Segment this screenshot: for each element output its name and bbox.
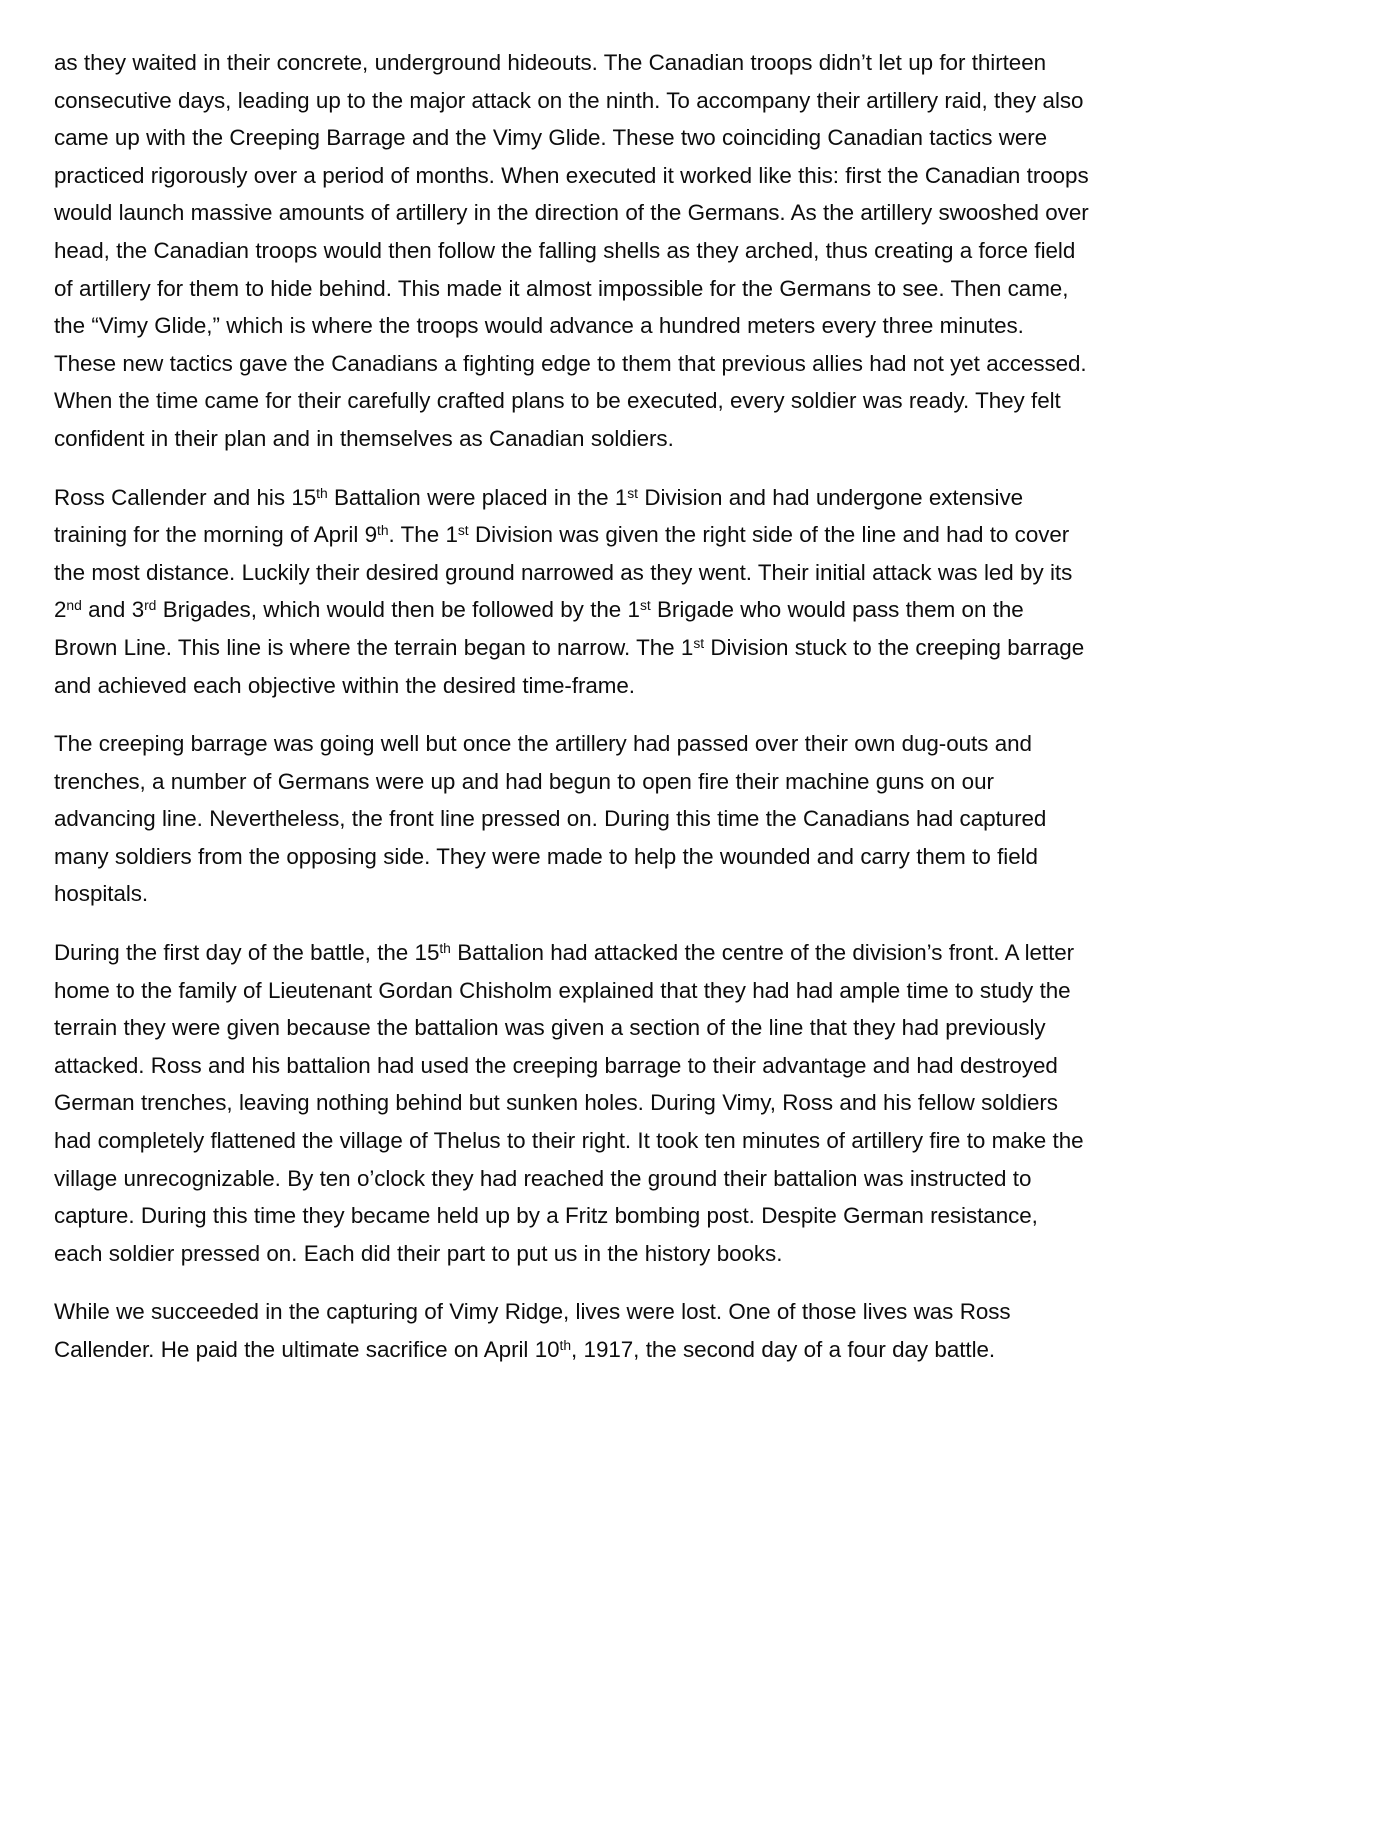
ordinal-suffix: nd bbox=[66, 597, 82, 614]
text-run: , 1917, the second day of a four day battle. bbox=[571, 1337, 996, 1362]
text-run: Brigades, which would then be followed by the 1 bbox=[156, 597, 640, 623]
ordinal-suffix: th bbox=[439, 939, 451, 956]
ordinal-suffix: st bbox=[457, 521, 469, 538]
paragraph-2 bbox=[54, 479, 1090, 705]
text-run: and 3 bbox=[81, 597, 145, 623]
paragraph-1 bbox=[54, 44, 1090, 458]
text-run: Division was given the right side of the line and had to cover the most distance. Luckily their desired ground narrowed as they went. Their initial attack was led by its 2 bbox=[54, 522, 1073, 623]
ordinal-suffix: th bbox=[559, 1336, 571, 1353]
text-run: Division stuck to the creeping barrage and achieved each objective within the desired time-frame. bbox=[54, 634, 1085, 698]
text-run: Brigade who would pass them on the Brown Line. This line is where the terrain began to narrow. The 1 bbox=[54, 597, 1024, 660]
text-run: Battalion had attacked the centre of the division’s front. A letter home to the family of Lieutenant Gordan Chisholm explained that they had had ample time to study the terrain they were given because the battalion was given a section of the line that they had previously attacked. Ross and his battalion had used the creeping barrage to their advantage and had destroyed German trenches, leaving nothing behind but sunken holes. During Vimy, Ross and his fellow soldiers had completely flattened the village of Thelus to their right. It took ten minutes of artillery fire to make the village unrecognizable. By ten o’clock they had reached the ground their battalion was instructed to capture. During this time they became held up by a Fritz bombing post. Despite German resistance, each soldier pressed on. Each did their part to put us in the history books. bbox=[54, 940, 1084, 1266]
text-run: Battalion were placed in the 1 bbox=[327, 484, 628, 510]
text-run: Division and had undergone extensive training for the morning of April 9 bbox=[54, 484, 1024, 548]
text-run: . The 1 bbox=[388, 522, 458, 548]
text-run: During the first day of the battle, the 15 bbox=[54, 940, 440, 966]
ordinal-suffix: rd bbox=[144, 597, 157, 614]
paragraph-4 bbox=[54, 934, 1090, 1272]
text-run: as they waited in their concrete, underground hideouts. The Canadian troops didn’t let up for thirteen consecutive days, leading up to the major attack on the ninth. To accompany their artillery raid, they also came up with the Creeping Barrage and the Vimy Glide. These two coinciding Canadian tactics were practiced rigorously over a period of months. When executed it worked like this: first the Canadian troops would launch massive amounts of artillery in the direction of the Germans. As the artillery swooshed over head, the Canadian troops would then follow the falling shells as they arched, thus creating a force field of artillery for them to hide behind. This made it almost impossible for the Germans to see. Then came, the “Vimy Glide,” which is where the troops would advance a hundred meters every three minutes. These new tactics gave the Canadians a fighting edge to them that previous allies had not yet accessed. When the time came for their carefully crafted plans to be executed, every soldier was ready. They felt confident in their plan and in themselves as Canadian soldiers. bbox=[54, 50, 1089, 451]
text-run: Ross Callender and his 15 bbox=[54, 484, 317, 510]
ordinal-suffix: th bbox=[316, 484, 328, 501]
paragraph-5 bbox=[54, 1293, 1090, 1368]
ordinal-suffix: st bbox=[627, 484, 638, 501]
paragraph-3 bbox=[54, 725, 1090, 913]
ordinal-suffix: th bbox=[377, 521, 389, 538]
document-text-body bbox=[54, 44, 1090, 1369]
text-run: The creeping barrage was going well but once the artillery had passed over their own dug-outs and trenches, a number of Germans were up and had begun to open fire their machine guns on our advancing line. Nevertheless, the front line pressed on. During this time the Canadians had captured many soldiers from the opposing side. They were made to help the wounded and carry them to field hospitals. bbox=[54, 731, 1047, 907]
ordinal-suffix: st bbox=[639, 597, 651, 614]
ordinal-suffix: st bbox=[693, 634, 705, 651]
text-run: While we succeeded in the capturing of Vimy Ridge, lives were lost. One of those lives was Ross Callender. He paid the ultimate sacrifice on April 10 bbox=[54, 1299, 1011, 1362]
